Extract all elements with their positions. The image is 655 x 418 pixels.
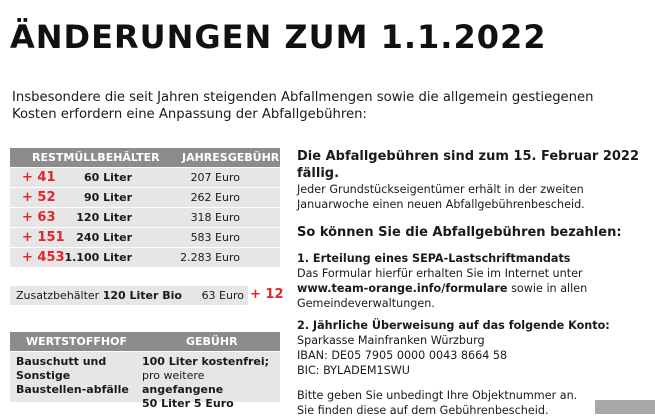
bic: BIC: BYLADEM1SWU xyxy=(297,364,410,377)
corner-logo xyxy=(595,400,655,414)
fee-value: 262 Euro xyxy=(190,191,240,204)
table-row xyxy=(10,188,280,207)
option1-heading: 1. Erteilung eines SEPA-Lastschriftmandats xyxy=(297,252,571,265)
wertstoff-col-item: WERTSTOFFHOF xyxy=(26,335,128,348)
change-amount: + 41 xyxy=(22,170,56,185)
bank-name: Sparkasse Mainfranken Würzburg xyxy=(297,334,485,347)
iban: IBAN: DE05 7905 0000 0043 8664 58 xyxy=(297,349,508,362)
bio-label: Zusatzbehälter 120 Liter Bio xyxy=(16,289,182,302)
change-amount: + 453 xyxy=(22,250,65,265)
fee-value: 2.283 Euro xyxy=(180,251,240,264)
option1-text: Das Formular hierfür erhalten Sie im Internet unter www.team-orange.info/formulare sowie in allen Gemeindeverwaltungen. xyxy=(297,267,588,310)
wertstoff-table xyxy=(10,332,280,410)
form-link[interactable]: www.team-orange.info/formulare xyxy=(297,282,508,295)
payment-info xyxy=(297,148,647,418)
bio-fee: 63 Euro xyxy=(201,289,244,302)
wertstoff-col-fee: GEBÜHR xyxy=(186,335,238,348)
container-size: 240 Liter xyxy=(76,231,132,244)
table-row xyxy=(10,248,280,267)
change-amount: + 52 xyxy=(22,190,56,205)
wertstoff-fee: 100 Liter kostenfrei; pro weitere angefangene 50 Liter 5 Euro xyxy=(142,355,270,410)
container-size: 1.100 Liter xyxy=(64,251,132,264)
fee-value: 318 Euro xyxy=(190,211,240,224)
container-size: 120 Liter xyxy=(76,211,132,224)
bio-row xyxy=(10,286,248,305)
fee-value: 207 Euro xyxy=(190,171,240,184)
intro-text: Insbesondere die seit Jahren steigenden Abfallmengen sowie die allgemein gestiegenen Kosten erfordern eine Anpassung der Abfallgebühren: xyxy=(12,90,594,122)
container-size: 90 Liter xyxy=(83,191,132,204)
rest-col-container: RESTMÜLLBEHÄLTER xyxy=(32,151,160,164)
table-row xyxy=(10,228,280,247)
change-amount: + 151 xyxy=(22,230,65,245)
table-row xyxy=(10,208,280,227)
rest-table-header xyxy=(10,148,280,167)
wertstoff-table-header xyxy=(10,332,280,351)
bio-change: + 12 xyxy=(250,287,284,302)
due-text: Jeder Grundstückseigentümer erhält in der zweiten Januarwoche einen neuen Abfallgebührenbescheid. xyxy=(297,183,585,211)
container-size: 60 Liter xyxy=(83,171,132,184)
wertstoff-item: Bauschutt und Sonstige Baustellen-abfälle xyxy=(16,355,129,396)
table-row xyxy=(10,352,280,410)
due-heading: Die Abfallgebühren sind zum 15. Februar 2022 fällig. xyxy=(297,149,640,181)
page-title: ÄNDERUNGEN ZUM 1.1.2022 xyxy=(10,18,547,56)
rest-table xyxy=(10,148,280,267)
rest-col-fee: JAHRESGEBÜHR xyxy=(182,151,280,164)
change-amount: + 63 xyxy=(22,210,56,225)
note-text: Bitte geben Sie unbedingt Ihre Objektnummer an. Sie finden diese auf dem Gebührenbescheid. xyxy=(297,389,578,417)
pay-heading: So können Sie die Abfallgebühren bezahlen: xyxy=(297,225,622,240)
option2-heading: 2. Jährliche Überweisung auf das folgende Konto: xyxy=(297,319,610,332)
fee-value: 583 Euro xyxy=(190,231,240,244)
table-row xyxy=(10,168,280,187)
